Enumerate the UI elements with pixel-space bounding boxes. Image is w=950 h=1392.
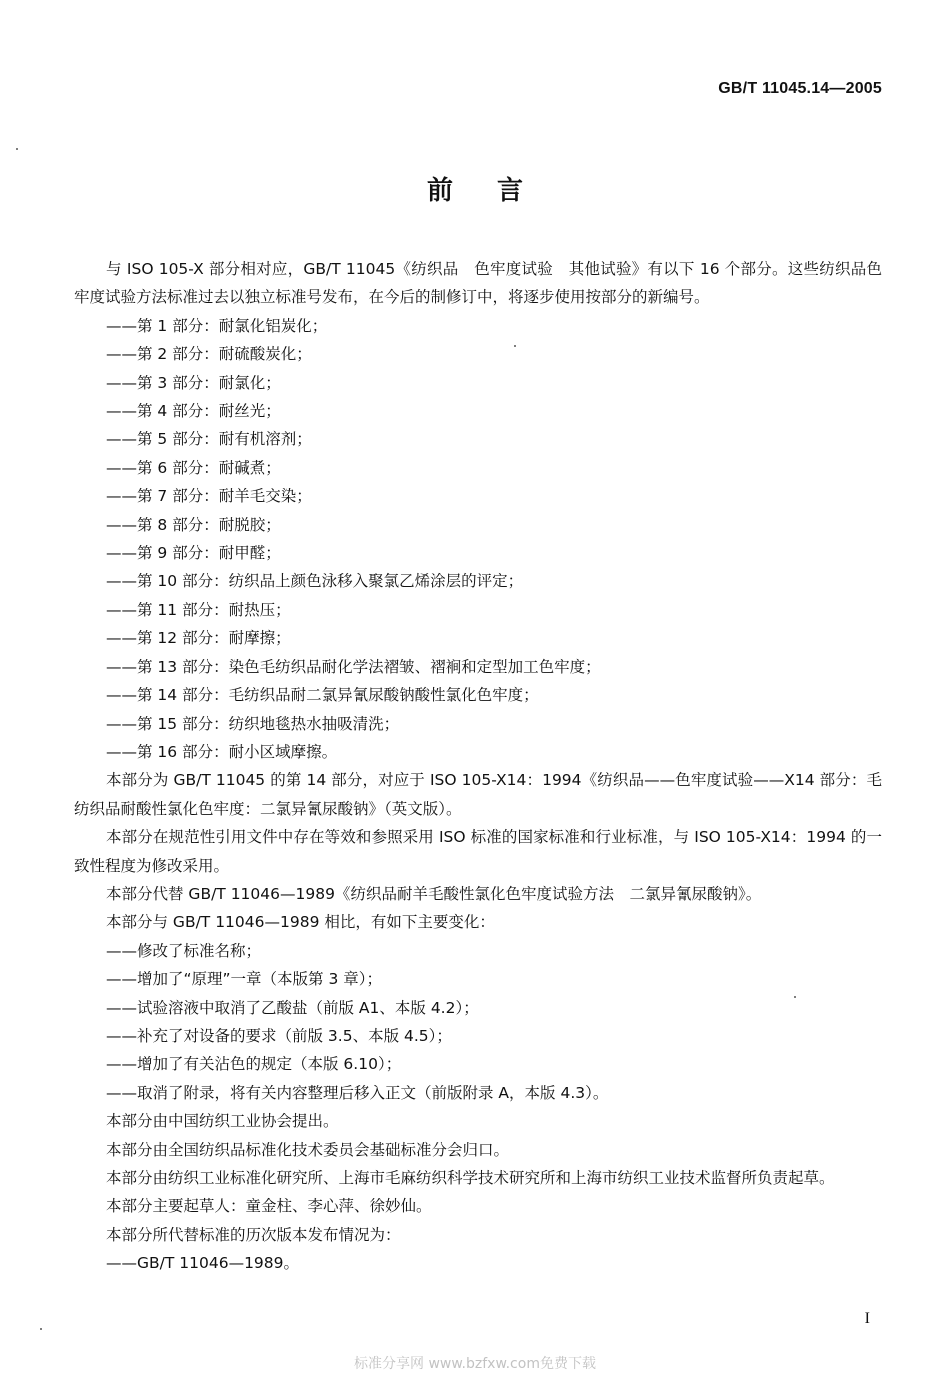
list-item: ——增加了“原理”一章（本版第 3 章）； [106,970,383,989]
drafted-by: 本部分由纺织工业标准化研究所、上海市毛麻纺织科学技术研究所和上海市纺织工业技术监督所负责起草。 [106,1169,835,1187]
list-item: ——第 10 部分：纺织品上颜色泳移入聚氯乙烯涂层的评定； [106,572,524,591]
list-item: ——第 1 部分：耐氯化铝炭化； [106,316,328,335]
list-item: ——第 11 部分：耐热压； [106,600,291,619]
page-title: 前言 [426,176,567,206]
scan-speck [794,996,796,998]
centralized-by: 本部分由全国纺织品标准化技术委员会基础标准分会归口。 [106,1140,510,1159]
intro-paragraph: 与 ISO 105-X 部分相对应，GB/T 11045《纺织品 色牢度试验 其他试验》有以下 16 个部分。这些纺织品色牢度试验方法标准过去以独立标准号发布，在今后的制修订中，将逐步使用按部分的新编号。 [74,260,882,307]
list-item: ——第 5 部分：耐有机溶剂； [106,430,312,449]
list-item: ——第 4 部分：耐丝光； [106,402,281,421]
history-intro: 本部分所代替标准的历次版本发布情况为： [106,1225,401,1244]
scan-speck [16,148,18,150]
scan-speck [40,1328,42,1330]
standard-code: GB/T 11045.14—2005 [718,80,882,97]
watermark: 标准分享网 www.bzfxw.com免费下载 [354,1356,596,1372]
list-item: ——增加了有关沾色的规定（本版 6.10）； [106,1055,402,1074]
list-item: ——第 7 部分：耐羊毛交染； [106,487,312,506]
proposed-by: 本部分由中国纺织工业协会提出。 [106,1112,339,1131]
list-item: ——第 3 部分：耐氯化； [106,373,281,392]
changes-intro: 本部分与 GB/T 11046—1989 相比，有如下主要变化： [106,913,495,932]
list-item: ——第 12 部分：耐摩擦； [106,629,291,648]
scan-speck [514,345,516,347]
list-item: ——第 2 部分：耐硫酸炭化； [106,345,312,364]
replaces-paragraph: 本部分代替 GB/T 11046—1989《纺织品耐羊毛酸性氯化色牢度试验方法 二氯异氰尿酸钠》。 [106,884,762,903]
consistency-paragraph: 本部分在规范性引用文件中存在等效和参照采用 ISO 标准的国家标准和行业标准，与 ISO 105-X14：1994 的一致性程度为修改采用。 [74,828,882,875]
parts-list [74,312,882,767]
list-item: ——第 15 部分：纺织地毯热水抽吸清洗； [106,714,400,733]
list-item: ——第 9 部分：耐甲醛； [106,544,281,563]
list-item: ——取消了附录，将有关内容整理后移入正文（前版附录 A，本版 4.3）。 [106,1083,609,1102]
list-item: ——第 14 部分：毛纺织品耐二氯异氰尿酸钠酸性氯化色牢度； [106,686,539,705]
changes-list [74,937,882,1107]
list-item: ——第 8 部分：耐脱胶； [106,515,281,534]
list-item: ——第 16 部分：耐小区域摩擦。 [106,742,338,761]
list-item: ——试验溶液中取消了乙酸盐（前版 A1、本版 4.2）； [106,998,479,1017]
list-item: ——GB/T 11046—1989。 [106,1254,300,1273]
drafters: 本部分主要起草人：童金柱、李心萍、徐妙仙。 [106,1197,432,1216]
list-item: ——补充了对设备的要求（前版 3.5、本版 4.5）； [106,1026,452,1045]
list-item: ——修改了标准名称； [106,941,262,960]
list-item: ——第 6 部分：耐碱煮； [106,458,281,477]
correspondence-paragraph: 本部分为 GB/T 11045 的第 14 部分，对应于 ISO 105-X14：1994《纺织品——色牢度试验——X14 部分：毛纺织品耐酸性氯化色牢度：二氯异氰尿酸钠》（英文版）。 [74,771,882,818]
page-number: I [864,1310,870,1327]
document-body [74,255,882,1278]
list-item: ——第 13 部分：染色毛纺织品耐化学法褶皱、褶裥和定型加工色牢度； [106,657,601,676]
